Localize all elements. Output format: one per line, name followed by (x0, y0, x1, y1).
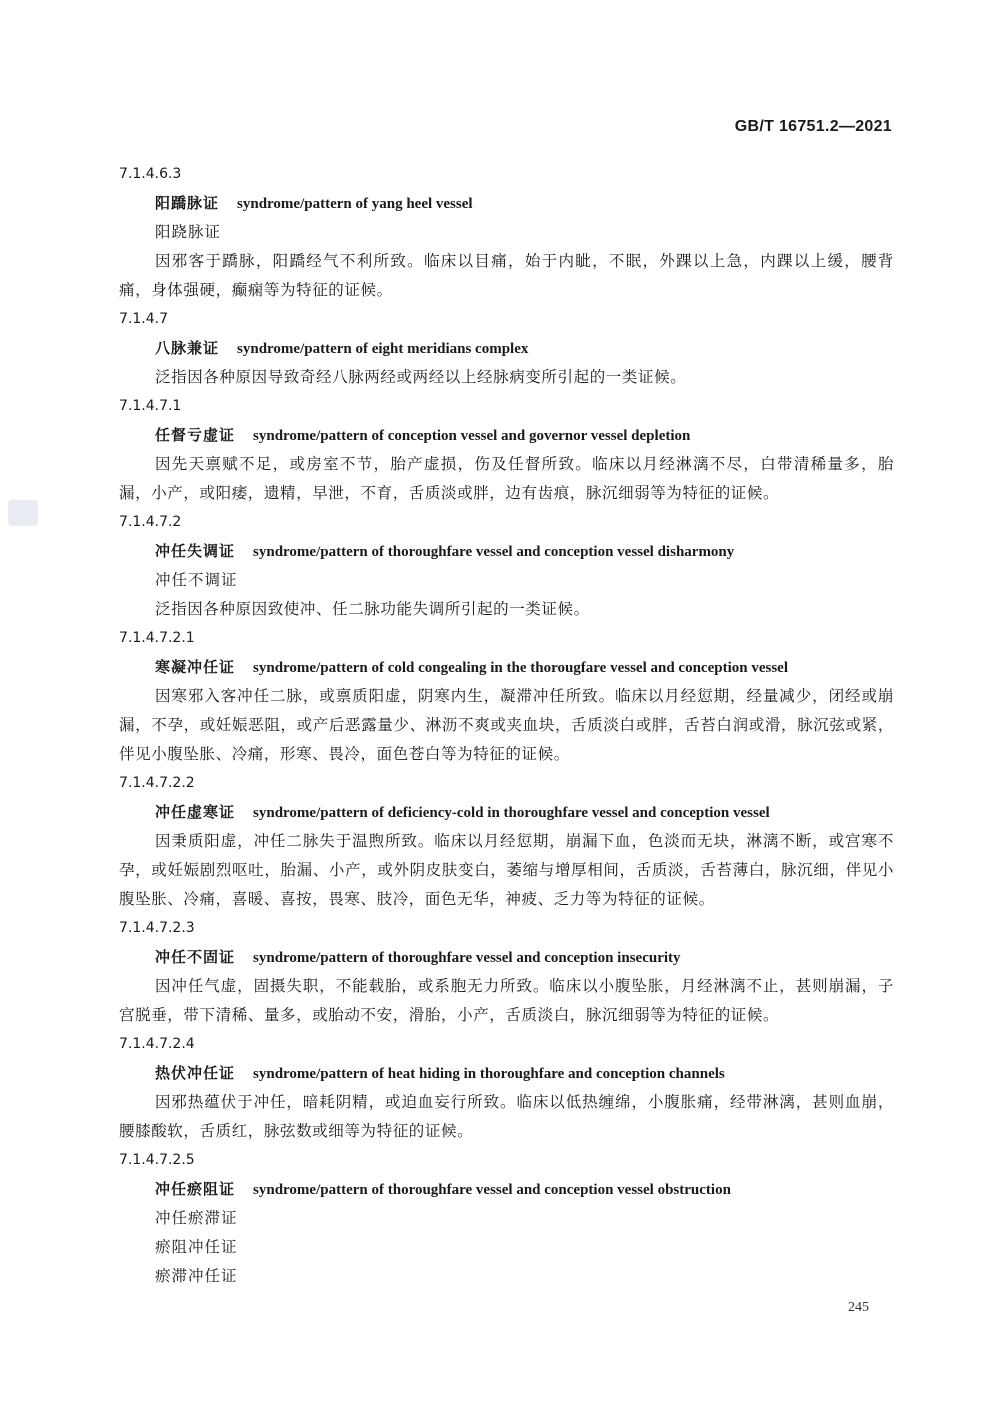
clause-number: 7.1.4.7.2.4 (119, 1036, 195, 1052)
term-entry (119, 914, 894, 1030)
term-heading (119, 334, 894, 363)
term-english: syndrome/pattern of conception vessel and governor vessel depletion (253, 428, 691, 444)
term-english: syndrome/pattern of thoroughfare vessel and conception insecurity (253, 950, 681, 966)
term-heading (119, 421, 894, 450)
term-entry (119, 508, 894, 624)
clause-number: 7.1.4.7.1 (119, 398, 182, 414)
clause-number: 7.1.4.7.2.1 (119, 630, 195, 646)
term-heading (119, 1059, 894, 1088)
term-definition: 因秉质阳虚，冲任二脉失于温煦所致。临床以月经愆期，崩漏下血，色淡而无块，淋漓不断，或宫寒不孕，或妊娠剧烈呕吐，胎漏、小产，或外阴皮肤变白，萎缩与增厚相间，舌质淡，舌苔薄白，脉沉细，伴见小腹坠胀、冷痛，喜暖、喜按，畏寒、肢冷，面色无华，神疲、乏力等为特征的证候。 (119, 832, 894, 908)
term-definition: 因寒邪入客冲任二脉，或禀质阳虚，阴寒内生，凝滞冲任所致。临床以月经愆期，经量减少，闭经或崩漏，不孕，或妊娠恶阻，或产后恶露量少、淋沥不爽或夹血块，舌质淡白或胖，舌苔白润或滑，脉沉弦或紧，伴见小腹坠胀、冷痛，形寒、畏冷，面色苍白等为特征的证候。 (119, 687, 894, 763)
term-english: syndrome/pattern of thoroughfare vessel and conception vessel obstruction (253, 1182, 731, 1198)
term-synonym: 瘀滞冲任证 (155, 1267, 238, 1285)
sac-watermark-logo (8, 500, 38, 526)
term-heading (119, 1175, 894, 1204)
term-entry (119, 1030, 894, 1146)
term-chinese: 冲任失调证 (155, 542, 236, 560)
term-heading (119, 189, 894, 218)
term-entry (119, 392, 894, 508)
clause-number: 7.1.4.7 (119, 311, 168, 327)
term-chinese: 冲任虚寒证 (155, 803, 236, 821)
term-synonym: 阳跷脉证 (155, 223, 222, 241)
clause-number: 7.1.4.7.2.5 (119, 1152, 195, 1168)
term-definition: 泛指因各种原因导致奇经八脉两经或两经以上经脉病变所引起的一类证候。 (155, 368, 687, 386)
term-definition: 因邪热蕴伏于冲任，暗耗阴精，或迫血妄行所致。临床以低热缠绵，小腹胀痛，经带淋漓，甚则血崩，腰膝酸软，舌质红，脉弦数或细等为特征的证候。 (119, 1093, 894, 1140)
clause-number: 7.1.4.7.2 (119, 514, 182, 530)
term-chinese: 阳蹻脉证 (155, 194, 220, 212)
term-heading (119, 943, 894, 972)
term-chinese: 任督亏虚证 (155, 426, 236, 444)
clause-number: 7.1.4.7.2.3 (119, 920, 195, 936)
term-definition: 因冲任气虚，固摄失职，不能载胎，或系胞无力所致。临床以小腹坠胀，月经淋漓不止，甚则崩漏，子宫脱垂，带下清稀、量多，或胎动不安，滑胎，小产，舌质淡白，脉沉细弱等为特征的证候。 (119, 977, 894, 1024)
clause-number: 7.1.4.7.2.2 (119, 775, 195, 791)
term-definition: 因邪客于蹻脉，阳蹻经气不利所致。临床以目痛，始于内眦，不眠，外踝以上急，内踝以上缓，腰背痛，身体强硬，癫痫等为特征的证候。 (119, 252, 894, 299)
term-english: syndrome/pattern of eight meridians complex (237, 341, 529, 357)
term-definition: 泛指因各种原因致使冲、任二脉功能失调所引起的一类证候。 (155, 600, 590, 618)
term-definition: 因先天禀赋不足，或房室不节，胎产虚损，伤及任督所致。临床以月经淋漓不尽，白带清稀量多，胎漏，小产，或阳痿，遗精，早泄，不育，舌质淡或胖，边有齿痕，脉沉细弱等为特征的证候。 (119, 455, 894, 502)
term-chinese: 寒凝冲任证 (155, 658, 236, 676)
term-entry (119, 624, 894, 769)
term-chinese: 冲任瘀阻证 (155, 1180, 236, 1198)
term-chinese: 冲任不固证 (155, 948, 236, 966)
term-entry (119, 769, 894, 914)
term-chinese: 八脉兼证 (155, 339, 220, 357)
page-number: 245 (848, 1300, 869, 1315)
term-english: syndrome/pattern of heat hiding in thoroughfare and conception channels (253, 1066, 725, 1082)
standard-id: GB/T 16751.2—2021 (734, 118, 892, 135)
term-chinese: 热伏冲任证 (155, 1064, 236, 1082)
clause-number: 7.1.4.6.3 (119, 166, 182, 182)
term-entry (119, 160, 894, 305)
term-entry (119, 1146, 894, 1291)
term-synonym: 瘀阻冲任证 (155, 1238, 238, 1256)
term-heading (119, 537, 894, 566)
term-heading (119, 653, 894, 682)
document-body (119, 160, 894, 1291)
term-synonym: 冲任瘀滞证 (155, 1209, 238, 1227)
term-english: syndrome/pattern of deficiency-cold in thoroughfare vessel and conception vessel (253, 805, 770, 821)
term-entry (119, 305, 894, 392)
term-synonym: 冲任不调证 (155, 571, 238, 589)
term-english: syndrome/pattern of cold congealing in the thorougfare vessel and conception vessel (253, 660, 789, 676)
term-english: syndrome/pattern of thoroughfare vessel and conception vessel disharmony (253, 544, 735, 560)
term-heading (119, 798, 894, 827)
term-english: syndrome/pattern of yang heel vessel (237, 196, 473, 212)
